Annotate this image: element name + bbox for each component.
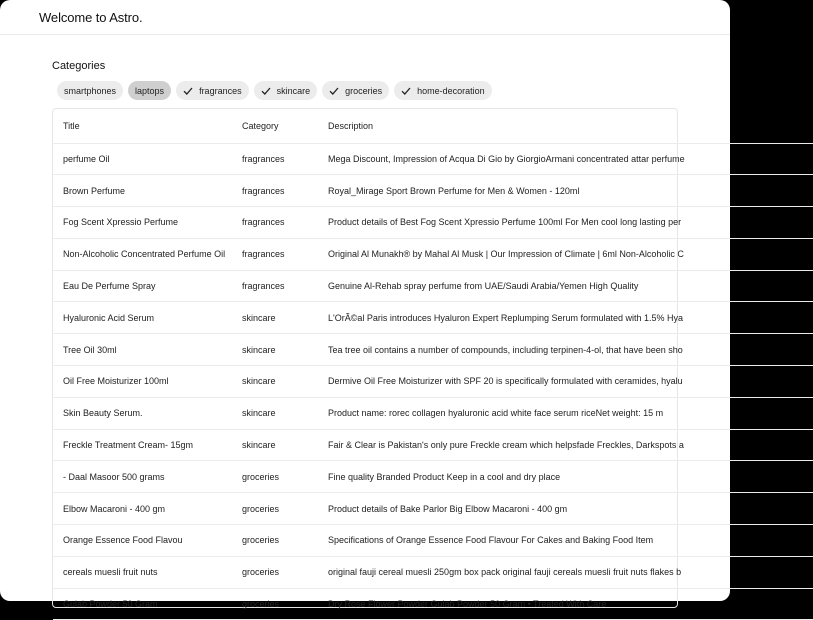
column-header-title[interactable]: Title [53,109,232,143]
cell-category: skincare [232,302,318,334]
cell-category: skincare [232,397,318,429]
table-row[interactable] [53,238,813,270]
cell-description: Product details of Bake Parlor Big Elbow Macaroni - 400 gm [318,493,813,525]
cell-description: Tea tree oil contains a number of compounds, including terpinen-4-ol, that have been sho [318,334,813,366]
table-row[interactable] [53,270,813,302]
cell-category: fragrances [232,238,318,270]
table-header-row [53,109,813,143]
table-row[interactable] [53,334,813,366]
cell-title: Fog Scent Xpressio Perfume [53,207,232,239]
cell-category: skincare [232,334,318,366]
category-chip-label: home-decoration [417,85,485,96]
column-header-description[interactable]: Description [318,109,813,143]
cell-description: original fauji cereal muesli 250gm box pack original fauji cereals muesli fruit nuts flakes b [318,556,813,588]
cell-description: Mega Discount, Impression of Acqua Di Gio by GiorgioArmani concentrated attar perfume [318,143,813,175]
cell-category: skincare [232,366,318,398]
category-chip-label: smartphones [64,85,117,96]
table-row[interactable] [53,366,813,398]
category-chip-label: fragrances [199,85,242,96]
products-table-container[interactable] [52,108,685,610]
table-row[interactable] [53,397,813,429]
categories-title: Categories [52,60,106,72]
cell-title: Eau De Perfume Spray [53,270,232,302]
cell-description: Product name: rorec collagen hyaluronic acid white face serum riceNet weight: 15 m [318,397,813,429]
cell-title: Skin Beauty Serum. [53,397,232,429]
cell-category: fragrances [232,207,318,239]
products-table [53,109,813,620]
cell-title: Non-Alcoholic Concentrated Perfume Oil [53,238,232,270]
cell-category: groceries [232,461,318,493]
category-chip-laptops[interactable] [128,81,171,100]
check-icon [401,86,411,96]
category-chip-label: groceries [345,85,383,96]
category-chip-groceries[interactable] [322,81,389,100]
table-row[interactable] [53,588,813,620]
cell-category: skincare [232,429,318,461]
cell-category: fragrances [232,143,318,175]
category-chip-label: laptops [135,85,165,96]
cell-description: Dermive Oil Free Moisturizer with SPF 20 is specifically formulated with ceramides, hyalu [318,366,813,398]
cell-description: Fair & Clear is Pakistan's only pure Freckle cream which helpsfade Freckles, Darkspots a [318,429,813,461]
cell-description: Royal_Mirage Sport Brown Perfume for Men & Women - 120ml [318,175,813,207]
cell-description: Specifications of Orange Essence Food Flavour For Cakes and Baking Food Item [318,525,813,557]
cell-description: Genuine Al-Rehab spray perfume from UAE/Saudi Arabia/Yemen High Quality [318,270,813,302]
app-header [0,0,730,35]
cell-title: Elbow Macaroni - 400 gm [53,493,232,525]
page-title: Welcome to Astro. [39,10,143,25]
cell-title: Tree Oil 30ml [53,334,232,366]
cell-category: groceries [232,493,318,525]
cell-title: cereals muesli fruit nuts [53,556,232,588]
column-header-category[interactable]: Category [232,109,318,143]
cell-description: Product details of Best Fog Scent Xpressio Perfume 100ml For Men cool long lasting per [318,207,813,239]
cell-title: Hyaluronic Acid Serum [53,302,232,334]
cell-category: fragrances [232,270,318,302]
cell-category: groceries [232,588,318,620]
table-row[interactable] [53,429,813,461]
cell-title: perfume Oil [53,143,232,175]
cell-title: Freckle Treatment Cream- 15gm [53,429,232,461]
cell-title: Orange Essence Food Flavou [53,525,232,557]
table-row[interactable] [53,143,813,175]
cell-title: - Daal Masoor 500 grams [53,461,232,493]
category-chip-home-decoration[interactable] [394,81,492,100]
cell-category: fragrances [232,175,318,207]
cell-category: groceries [232,556,318,588]
category-filter-chips [57,81,492,100]
table-row[interactable] [53,525,813,557]
table-row[interactable] [53,302,813,334]
cell-title: Brown Perfume [53,175,232,207]
category-chip-skincare[interactable] [254,81,318,100]
table-row[interactable] [53,175,813,207]
cell-description: Dry Rose Flower Powder Gulab Powder 50 Gram • Treated With Care [318,588,813,620]
check-icon [261,86,271,96]
check-icon [183,86,193,96]
category-chip-fragrances[interactable] [176,81,249,100]
cell-description: Original Al Munakh® by Mahal Al Musk | Our Impression of Climate | 6ml Non-Alcoholic C [318,238,813,270]
cell-description: L'OrÃ©al Paris introduces Hyaluron Expert Replumping Serum formulated with 1.5% Hya [318,302,813,334]
table-row[interactable] [53,556,813,588]
table-row[interactable] [53,461,813,493]
cell-description: Fine quality Branded Product Keep in a cool and dry place [318,461,813,493]
table-row[interactable] [53,493,813,525]
cell-title: Gulab Powder 50 Gram [53,588,232,620]
category-chip-label: skincare [276,85,311,96]
category-chip-smartphones[interactable] [57,81,123,100]
table-row[interactable] [53,207,813,239]
check-icon [329,86,339,96]
cell-title: Oil Free Moisturizer 100ml [53,366,232,398]
cell-category: groceries [232,525,318,557]
